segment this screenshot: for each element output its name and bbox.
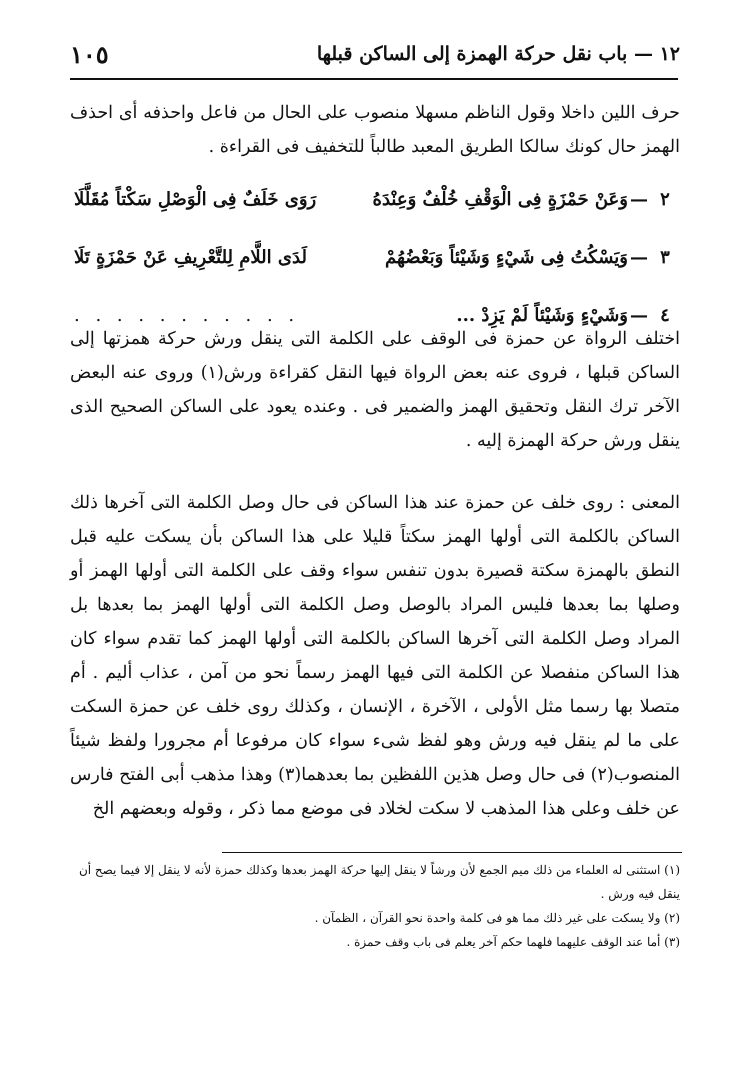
footnote: (٣) أما عند الوقف عليهما فلهما حكم آخر يعلم فى باب وقف حمزة . bbox=[346, 935, 680, 949]
header-divider bbox=[70, 78, 678, 80]
page-header bbox=[70, 34, 680, 74]
verse-ellipsis: . . . . . . . . . . . bbox=[74, 304, 300, 326]
verse-second-half: رَوَى خَلَفٌ فِى الْوَصْلِ سَكْتاً مُقَلَّلَا bbox=[74, 188, 317, 210]
page-number: ١٠٥ bbox=[70, 39, 109, 69]
verse-first-half: وَعَنْ حَمْزَةٍ فِى الْوَقْفِ خُلْفٌ وَعِنْدَهُ bbox=[372, 188, 628, 210]
verse-dash: — bbox=[630, 246, 648, 268]
verse-dash: — bbox=[630, 304, 648, 326]
footnotes bbox=[70, 858, 680, 954]
footnote-divider bbox=[222, 852, 682, 853]
footnote: (٢) ولا يسكت على غير ذلك مما هو فى كلمة واحدة نحو القرآن ، الظمآن . bbox=[314, 911, 680, 925]
verse-block bbox=[70, 170, 680, 344]
intro-paragraph: حرف اللين داخلا وقول الناظم مسهلا منصوب على الحال من فاعل واحذفه أى احذف الهمز حال كونك سالكا الطريق المعبد طالباً للتخفيف فى القراءة . bbox=[70, 103, 680, 157]
verse-line bbox=[70, 228, 680, 286]
meaning-paragraph: المعنى : روى خلف عن حمزة عند هذا الساكن فى حال وصل الكلمة التى آخرها ذلك الساكن بالكلمة التى أولها الهمز سكتاً قليلا على هذا الساكن بأن يسكت عليه قبل النطق بالهمزة سكتة قصيرة بدون تنفس سواء وقف على الكلمة التى أولها الهمز أو وصلها بما بعدها فليس المراد بالوصل وصل الكلمة التى أولها الهمز بما بعدها بل المراد وصل الكلمة التى آخرها الساكن بالكلمة التى أولها الهمز كما تقدم سواء كان هذا الساكن منفصلا عن الكلمة التى فيها الهمز رسماً نحو من آمن ، عذاب أليم . أم متصلا بها رسما مثل الأولى ، الآخرة ، الإنسان ، وكذلك روى خلف عن حمزة السكت على ما لم ينقل فيه ورش وهو لفظ شىء سواء كان مرفوعا أم مجرورا ولفظ شيئاً المنصوب(٢) فى حال وصل هذين اللفظين بما بعدهما(٣) وهذا مذهب أبى الفتح فارس عن خلف وعلى هذا المذهب لا سكت لخلاد فى موضع مما ذكر ، وقوله وبعضهم الخ bbox=[70, 493, 681, 819]
verse-dash: — bbox=[630, 188, 648, 210]
verse-number: ٣ bbox=[660, 246, 670, 268]
verse-first-half: وَشَيْءٍ وَشَيْئاً لَمْ يَزِدْ ... bbox=[456, 304, 628, 326]
verse-second-half: لَدَى اللَّامِ لِلتَّعْرِيفِ عَنْ حَمْزَةٍ تَلَا bbox=[74, 246, 307, 268]
explanation-paragraph: اختلف الرواة عن حمزة فى الوقف على الكلمة التى ينقل ورش حركة همزتها إلى الساكن قبلها ، فروى عنه بعض الرواة فيها النقل كقراءة ورش(١) وروى عنه البعض الآخر ترك النقل وتحقيق الهمز والضمير فى . وعنده يعود على الساكن الصحيح الذى ينقل ورش حركة الهمزة إليه . bbox=[70, 329, 680, 451]
verse-number: ٢ bbox=[660, 188, 670, 210]
chapter-title: ١٢ — باب نقل حركة الهمزة إلى الساكن قبلها bbox=[316, 43, 680, 65]
verse-line bbox=[70, 170, 680, 228]
verse-number: ٤ bbox=[660, 304, 670, 326]
footnote: (١) استثنى له العلماء من ذلك ميم الجمع لأن ورشاً لا ينقل إليها حركة الهمز بعدها وكذلك حمزة لأنه لا ينقل إلا فيما يصح أن ينقل فيه ورش . bbox=[78, 863, 680, 901]
verse-first-half: وَيَسْكُتُ فِى شَيْءٍ وَشَيْئاً وَبَعْضُهُمْ bbox=[385, 246, 628, 268]
